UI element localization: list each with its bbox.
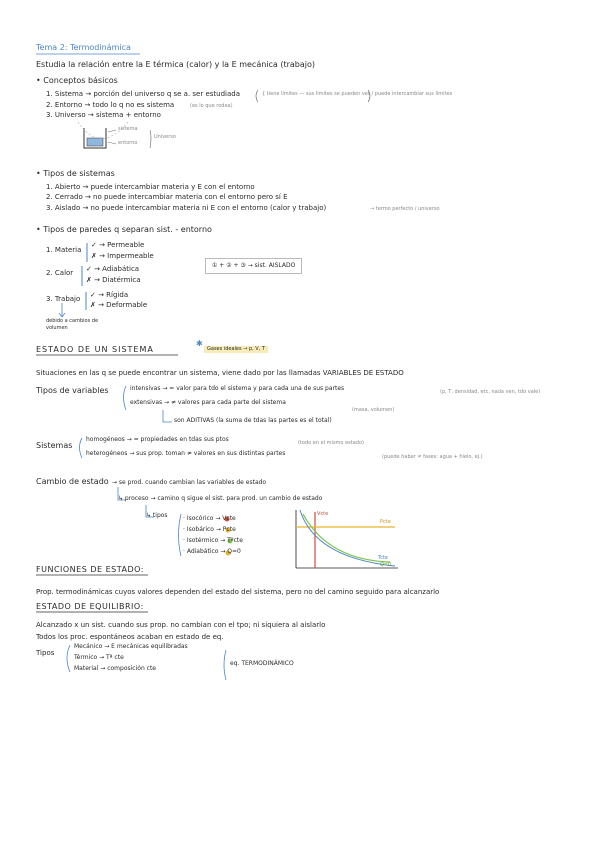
- tipos-variables-label: Tipos de variables: [36, 386, 109, 395]
- pared-trabajo-rigida: ✓ → Rígida: [90, 291, 129, 299]
- funciones-text: Prop. termodinámicas cuyos valores dependen del estado del sistema, pero no del camino seguido para alcanzarlo: [36, 588, 440, 596]
- proceso-isocorico: · Isocórico → Vcte: [183, 515, 236, 522]
- concepto-entorno: 2. Entorno → todo lo q no es sistema: [46, 101, 175, 109]
- variables-extensivas-note: (masa, volumen): [352, 407, 395, 413]
- variables-extensivas: extensivas → ≠ valores para cada parte del sistema: [130, 399, 286, 406]
- sistema-aislado-note: → termo perfecto / universo: [370, 206, 440, 212]
- equilibrio-l2: Todos los proc. espontáneos acaban en estado de eq.: [36, 633, 224, 641]
- gases-ideales-note: Gases ideales → p, V, T: [204, 346, 268, 353]
- tipos-sistemas-heading: • Tipos de sistemas: [36, 169, 115, 178]
- page-title: Tema 2: Termodinámica: [36, 43, 131, 52]
- variables-intensivas-note: (p, T, densidad, etc, nada ven, tdo vale): [440, 389, 541, 395]
- variables-aditivas: son ADITIVAS (la suma de tdas las partes es el total): [174, 417, 332, 424]
- pared-materia-impermeable: ✗ → Impermeable: [91, 252, 154, 260]
- pared-calor-adiabatica: ✓ → Adiabática: [86, 265, 140, 273]
- cambio-tipos: ↳ tipos: [146, 512, 168, 519]
- sistemas-heterogeneos-note: (puede haber ≠ fases: agua + hielo, ej.): [382, 454, 483, 460]
- variables-intensivas: intensivas → = valor para tdo el sistema y para cada una de sus partes: [130, 385, 345, 392]
- pared-materia-permeable: ✓ → Permeable: [91, 241, 145, 249]
- sistemas-homogeneos-note: (todo en el mismo estado): [298, 440, 364, 446]
- conceptos-heading: • Conceptos básicos: [36, 76, 118, 85]
- cambio-proceso: ↳ proceso → camino q sigue el sist. para prod. un cambio de estado: [118, 495, 323, 502]
- diagram-label-universo: Universo: [154, 134, 176, 140]
- graph-label-tcte: Tcte: [378, 555, 388, 561]
- cambio-estado-label: Cambio de estado: [36, 477, 109, 486]
- equilibrio-tipos-label: Tipos: [36, 649, 55, 657]
- cambio-estado-def: → se prod. cuando cambian las variables de estado: [112, 479, 267, 486]
- equilibrio-material: Material → composición cte: [74, 665, 156, 672]
- beaker-diagram: [78, 122, 151, 148]
- proceso-adiabatico: · Adiabático → Q=0: [183, 548, 241, 555]
- equilibrio-heading: ESTADO DE EQUILIBRIO:: [36, 602, 144, 611]
- equilibrio-termodinamico: eq. TERMODINÁMICO: [230, 660, 294, 667]
- pared-calor-diatermica: ✗ → Diatérmica: [86, 276, 141, 284]
- pared-calor: 2. Calor: [46, 269, 74, 277]
- diagram-label-entorno: entorno: [118, 140, 138, 146]
- graph-label-q0: Q=0: [380, 562, 392, 568]
- pared-trabajo: 3. Trabajo: [46, 295, 81, 303]
- concepto-sistema: 1. Sistema → porción del universo q se a. ser estudiada: [46, 90, 241, 98]
- equilibrio-termico: Térmico → Tª cte: [74, 654, 124, 661]
- funciones-heading: FUNCIONES DE ESTADO:: [36, 565, 144, 574]
- intro-line: Estudia la relación entre la E térmica (calor) y la E mecánica (trabajo): [36, 60, 316, 69]
- graph-label-vcte: Vcte: [317, 511, 329, 517]
- sistemas-label: Sistemas: [36, 441, 73, 450]
- proceso-isobarico: · Isobárico → Pcte: [183, 526, 236, 533]
- estado-heading: ESTADO DE UN SISTEMA: [36, 345, 154, 354]
- concepto-sistema-note: { tiene límites — sus límites se pueden ver / puede intercambiar sus límites: [262, 91, 453, 97]
- concepto-entorno-note: (es lo que rodea): [190, 103, 233, 109]
- diagram-label-sistema: sistema: [118, 126, 138, 132]
- sistema-abierto: 1. Abierto → puede intercambiar materia y E con el entorno: [46, 183, 255, 191]
- sistema-cerrado: 2. Cerrado → no puede intercambiar materia con el entorno pero sí E: [46, 193, 288, 201]
- proceso-isotermico: · Isotérmico → Tªcte: [183, 537, 243, 544]
- pared-trabajo-deformable: ✗ → Deformable: [90, 301, 148, 309]
- aislado-box: ① + ② + ③ → sist. AISLADO: [205, 258, 302, 274]
- sistemas-homogeneos: homogéneos → = propiedades en tdas sus ptos: [86, 436, 229, 443]
- pared-debido-note: debido a cambios de volumen: [46, 318, 99, 331]
- paredes-heading: • Tipos de paredes q separan sist. - entorno: [36, 225, 212, 234]
- sistemas-heterogeneos: heterogéneos → sus prop. toman ≠ valores en sus distintas partes: [86, 450, 286, 457]
- equilibrio-l1: Alcanzado x un sist. cuando sus prop. no cambian con el tpo; ni siquiera al aislarlo: [36, 621, 326, 629]
- pared-materia: 1. Materia: [46, 246, 82, 254]
- sistema-aislado: 3. Aislado → no puede intercambiar materia ni E con el entorno (calor y trabajo): [46, 204, 327, 212]
- svg-text:✱: ✱: [196, 339, 203, 348]
- equilibrio-mecanico: Mecánico → E mecánicas equilibradas: [74, 643, 188, 650]
- estado-intro: Situaciones en las q se puede encontrar un sistema, viene dado por las llamadas VARIABLES DE ESTADO: [36, 369, 404, 377]
- concepto-universo: 3. Universo → sistema + entorno: [46, 111, 161, 119]
- graph-label-pcte: Pcte: [380, 519, 391, 525]
